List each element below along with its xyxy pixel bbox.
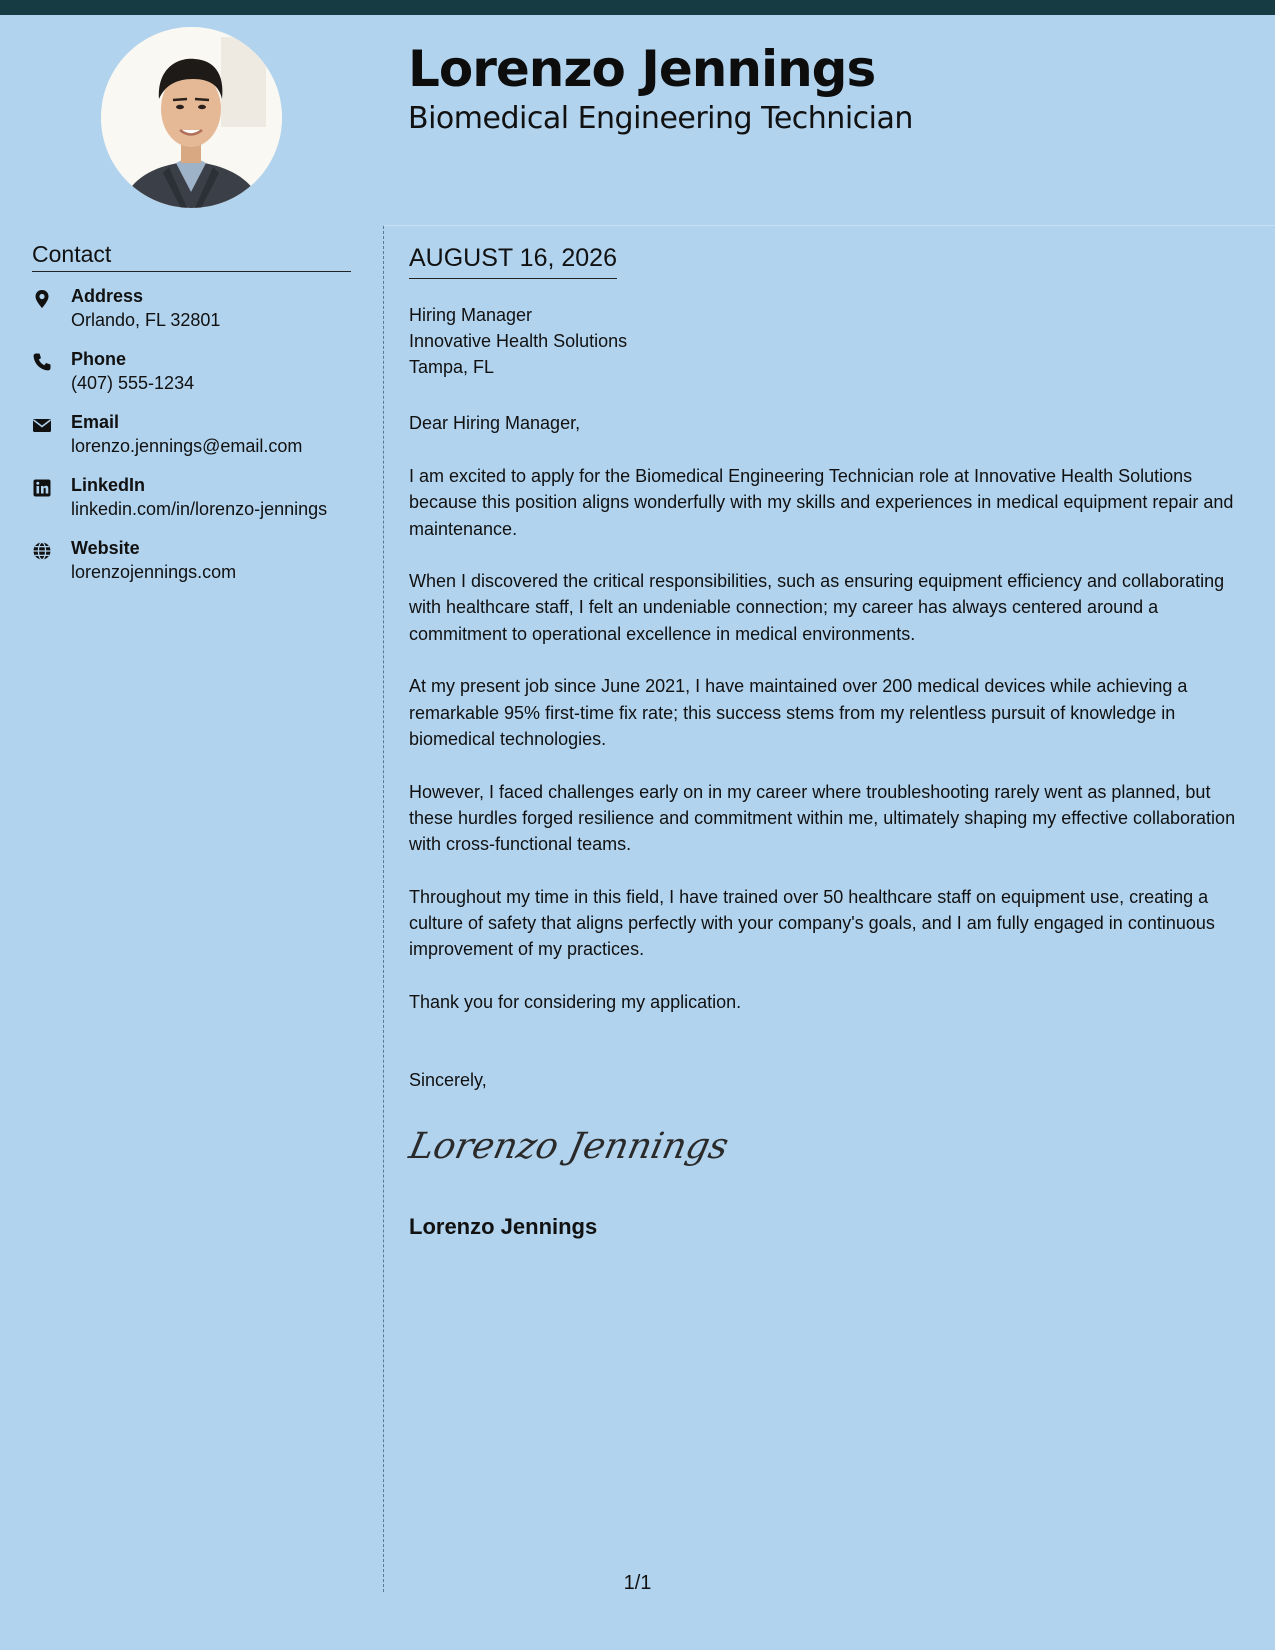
contact-label: Email [71,412,120,432]
body-paragraph: However, I faced challenges early on in my career where troubleshooting rarely went as planned, but these hurdles forged resilience and commitment within me, ultimately shaping my effective collaboration with cross-functional teams. [409,781,1236,855]
location-pin-icon [32,289,52,309]
recipient-title: Hiring Manager [409,305,533,325]
email-icon [32,415,52,435]
salutation: Dear Hiring Manager, [409,413,581,433]
candidate-name: Lorenzo Jennings [408,40,876,98]
contact-value: linkedin.com/in/lorenzo-jennings [71,499,328,519]
body-paragraph: I am excited to apply for the Biomedical Engineering Technician role at Innovative Health Solutions because this position aligns wonderfully with my skills and experiences in medical equipment repair and maintenance. [409,466,1234,539]
body-paragraph: Throughout my time in this field, I have trained over 50 healthcare staff on equipment use, creating a culture of safety that aligns perfectly with your company's goals, and I am fully engaged in continuous improvement of my practices. [409,886,1215,960]
body-paragraph: Thank you for considering my application. [409,991,742,1012]
phone-icon [32,352,52,372]
contact-value: Orlando, FL 32801 [71,310,221,330]
linkedin-icon [32,478,52,498]
job-title: Biomedical Engineering Technician [408,101,913,136]
recipient-block [409,302,627,380]
letter-date: AUGUST 16, 2026 [409,244,617,279]
contact-heading: Contact [32,241,351,272]
contact-value: lorenzojennings.com [71,562,237,582]
profile-photo [101,27,282,208]
contact-label: LinkedIn [71,475,146,495]
contact-value: lorenzo.jennings@email.com [71,436,303,456]
contact-value: (407) 555-1234 [71,373,195,393]
header-divider [384,225,1275,226]
page-number: 1/1 [623,1572,652,1594]
signer-name: Lorenzo Jennings [409,1214,598,1239]
column-divider [383,226,384,1592]
contact-label: Website [71,538,140,558]
contact-label: Address [71,286,144,306]
letter-body [409,463,1249,1042]
handwritten-signature: Lorenzo Jennings [405,1126,733,1167]
globe-icon [32,541,52,561]
body-paragraph: When I discovered the critical responsibilities, such as ensuring equipment efficiency and collaborating with healthcare staff, I felt an undeniable connection; my career has always centered around a commitment to operational excellence in medical environments. [409,571,1225,644]
contact-label: Phone [71,349,127,369]
recipient-location: Tampa, FL [409,357,495,377]
top-accent-bar [0,0,1275,15]
closing: Sincerely, [409,1070,487,1090]
recipient-company: Innovative Health Solutions [409,331,628,351]
body-paragraph: At my present job since June 2021, I have maintained over 200 medical devices while achieving a remarkable 95% first-time fix rate; this success stems from my relentless pursuit of knowledge in biomedical technologies. [409,676,1188,749]
